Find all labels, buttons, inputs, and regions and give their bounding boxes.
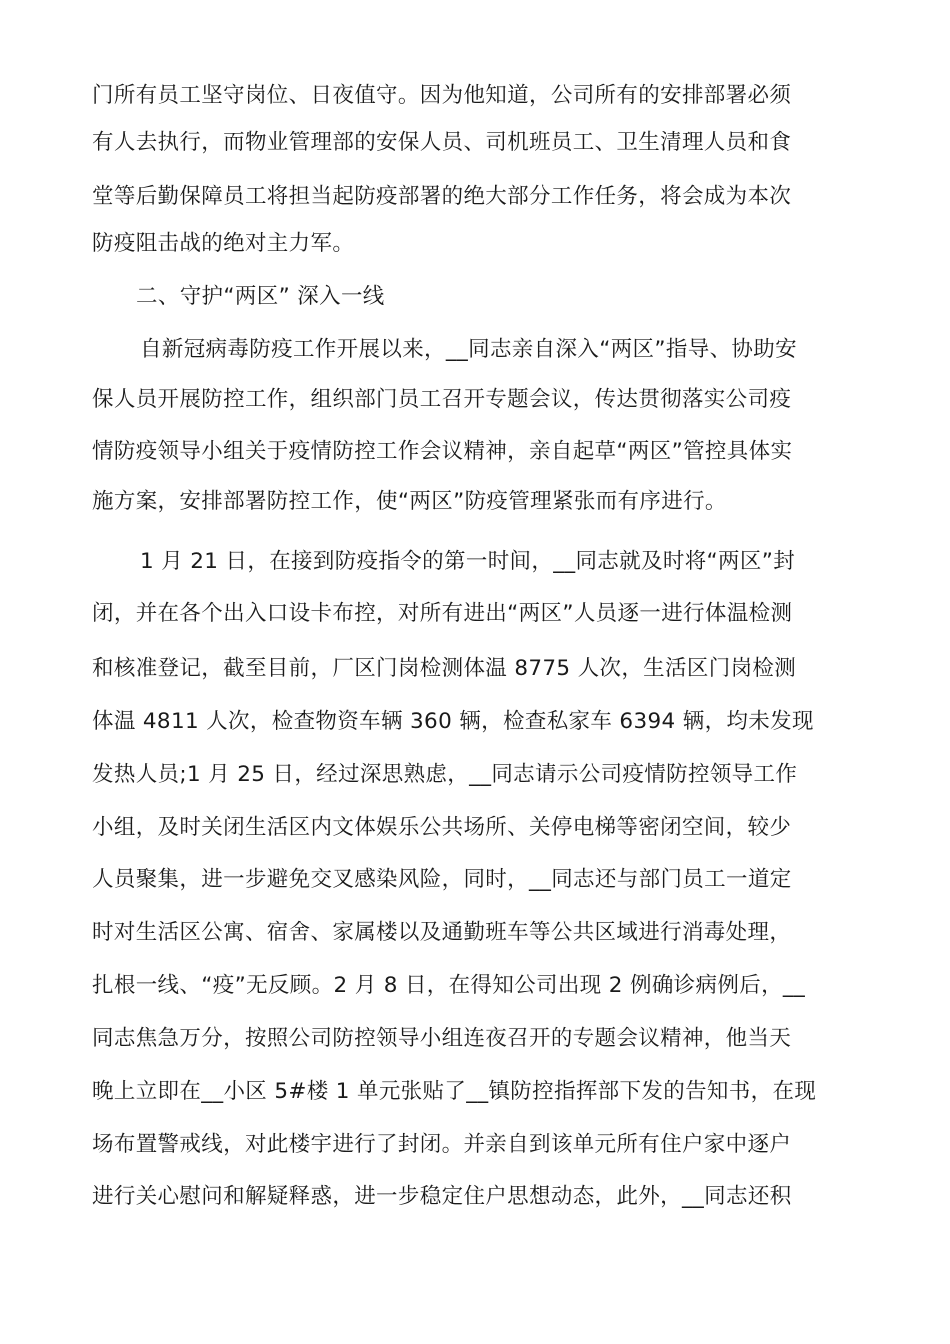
paragraph-line: 情防疫领导小组关于疫情防控工作会议精神，亲自起草“两区”管控具体实 xyxy=(92,439,793,464)
paragraph-line: 防疫阻击战的绝对主力军。 xyxy=(92,231,355,256)
paragraph-line: 保人员开展防控工作，组织部门员工召开专题会议，传达贯彻落实公司疫 xyxy=(92,387,792,412)
paragraph-line: 人员聚集，进一步避免交叉感染风险，同时，__同志还与部门员工一道定 xyxy=(92,867,792,892)
paragraph-line: 小组，及时关闭生活区内文体娱乐公共场所、关停电梯等密闭空间，较少 xyxy=(92,815,792,840)
paragraph-line: 施方案，安排部署防控工作，使“两区”防疫管理紧张而有序进行。 xyxy=(92,489,727,514)
paragraph-line: 进行关心慰问和解疑释惑，进一步稳定住户思想动态，此外，__同志还积 xyxy=(92,1184,792,1209)
paragraph-line: 闭，并在各个出入口设卡布控，对所有进出“两区”人员逐一进行体温检测 xyxy=(92,601,793,626)
paragraph-line: 自新冠病毒防疫工作开展以来，__同志亲自深入“两区”指导、协助安 xyxy=(140,337,797,362)
paragraph-line: 1 月 21 日，在接到防疫指令的第一时间，__同志就及时将“两区”封 xyxy=(140,549,796,574)
paragraph-line: 场布置警戒线，对此楼宇进行了封闭。并亲自到该单元所有住户家中逐户 xyxy=(92,1132,792,1157)
paragraph-line: 堂等后勤保障员工将担当起防疫部署的绝大部分工作任务，将会成为本次 xyxy=(92,184,792,209)
section-heading: 二、守护“两区” 深入一线 xyxy=(136,284,385,309)
paragraph-line: 同志焦急万分，按照公司防控领导小组连夜召开的专题会议精神，他当天 xyxy=(92,1026,792,1051)
paragraph-line: 体温 4811 人次，检查物资车辆 360 辆，检查私家车 6394 辆，均未发现 xyxy=(92,709,814,734)
paragraph-line: 门所有员工坚守岗位、日夜值守。因为他知道，公司所有的安排部署必须 xyxy=(92,83,792,108)
paragraph-line: 发热人员;1 月 25 日，经过深思熟虑，__同志请示公司疫情防控领导工作 xyxy=(92,762,798,787)
paragraph-line: 扎根一线、“疫”无反顾。2 月 8 日，在得知公司出现 2 例确诊病例后，__ xyxy=(92,973,806,998)
paragraph-line: 时对生活区公寓、宿舍、家属楼以及通勤班车等公共区域进行消毒处理， xyxy=(92,920,792,945)
paragraph-line: 有人去执行，而物业管理部的安保人员、司机班员工、卫生清理人员和食 xyxy=(92,130,792,155)
paragraph-line: 和核准登记，截至目前，厂区门岗检测体温 8775 人次，生活区门岗检测 xyxy=(92,656,797,681)
paragraph-line: 晚上立即在__小区 5#楼 1 单元张贴了__镇防控指挥部下发的告知书，在现 xyxy=(92,1079,817,1104)
